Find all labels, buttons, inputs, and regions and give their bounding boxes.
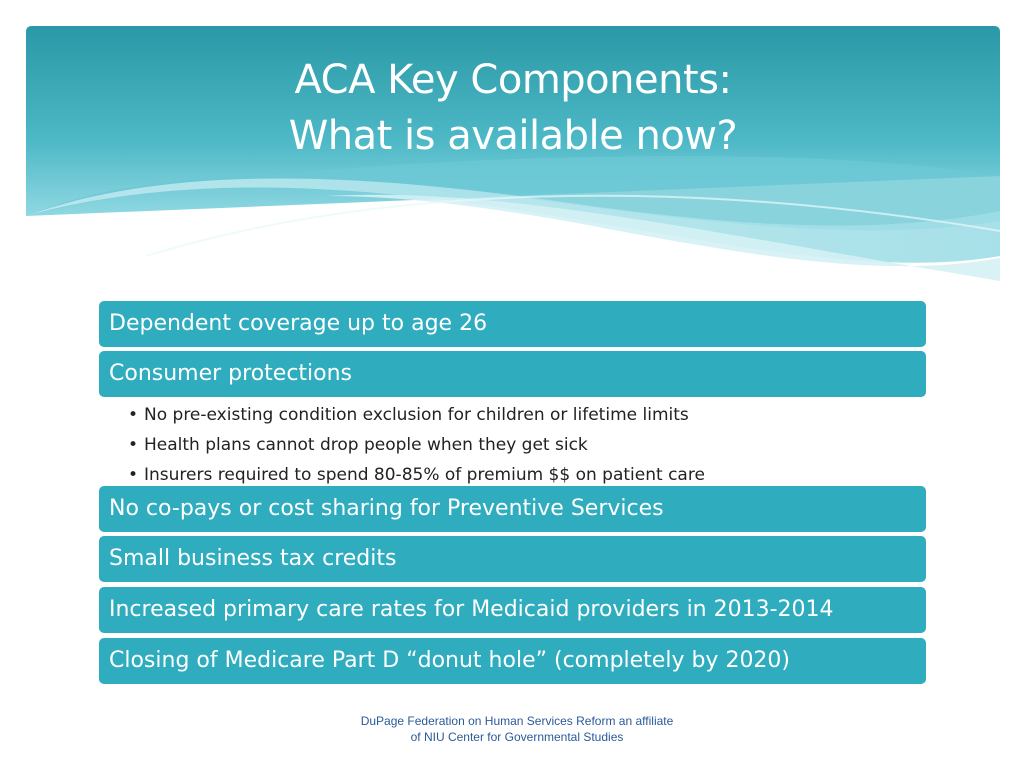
list-item (128, 460, 918, 484)
consumer-protections-list (128, 400, 918, 484)
item-small-business-tax-credits: Small business tax credits (99, 536, 926, 582)
item-medicare-donut-hole: Closing of Medicare Part D “donut hole” (completely by 2020) (99, 638, 926, 684)
title-line-1: ACA Key Components: (294, 57, 732, 103)
footer-credit (0, 713, 1024, 745)
list-item-text: No pre-existing condition exclusion for children or lifetime limits (144, 405, 689, 425)
list-item (128, 430, 918, 460)
footer-line-2: of NIU Center for Governmental Studies (410, 730, 624, 744)
list-item (128, 400, 918, 430)
item-medicaid-primary-care-rates: Increased primary care rates for Medicaid providers in 2013-2014 (99, 587, 926, 633)
item-preventive-services: No co-pays or cost sharing for Preventive Services (99, 486, 926, 532)
item-consumer-protections: Consumer protections (99, 351, 926, 397)
item-dependent-coverage: Dependent coverage up to age 26 (99, 301, 926, 347)
bullet-icon: • (128, 405, 139, 425)
list-item-text: Insurers required to spend 80-85% of premium $$ on patient care (144, 465, 705, 484)
page-title (26, 52, 1000, 164)
bullet-icon: • (128, 465, 139, 484)
bullet-icon: • (128, 435, 139, 455)
title-line-2: What is available now? (288, 113, 738, 159)
list-item-text: Health plans cannot drop people when they get sick (144, 435, 588, 455)
footer-line-1: DuPage Federation on Human Services Reform an affiliate (360, 714, 674, 728)
